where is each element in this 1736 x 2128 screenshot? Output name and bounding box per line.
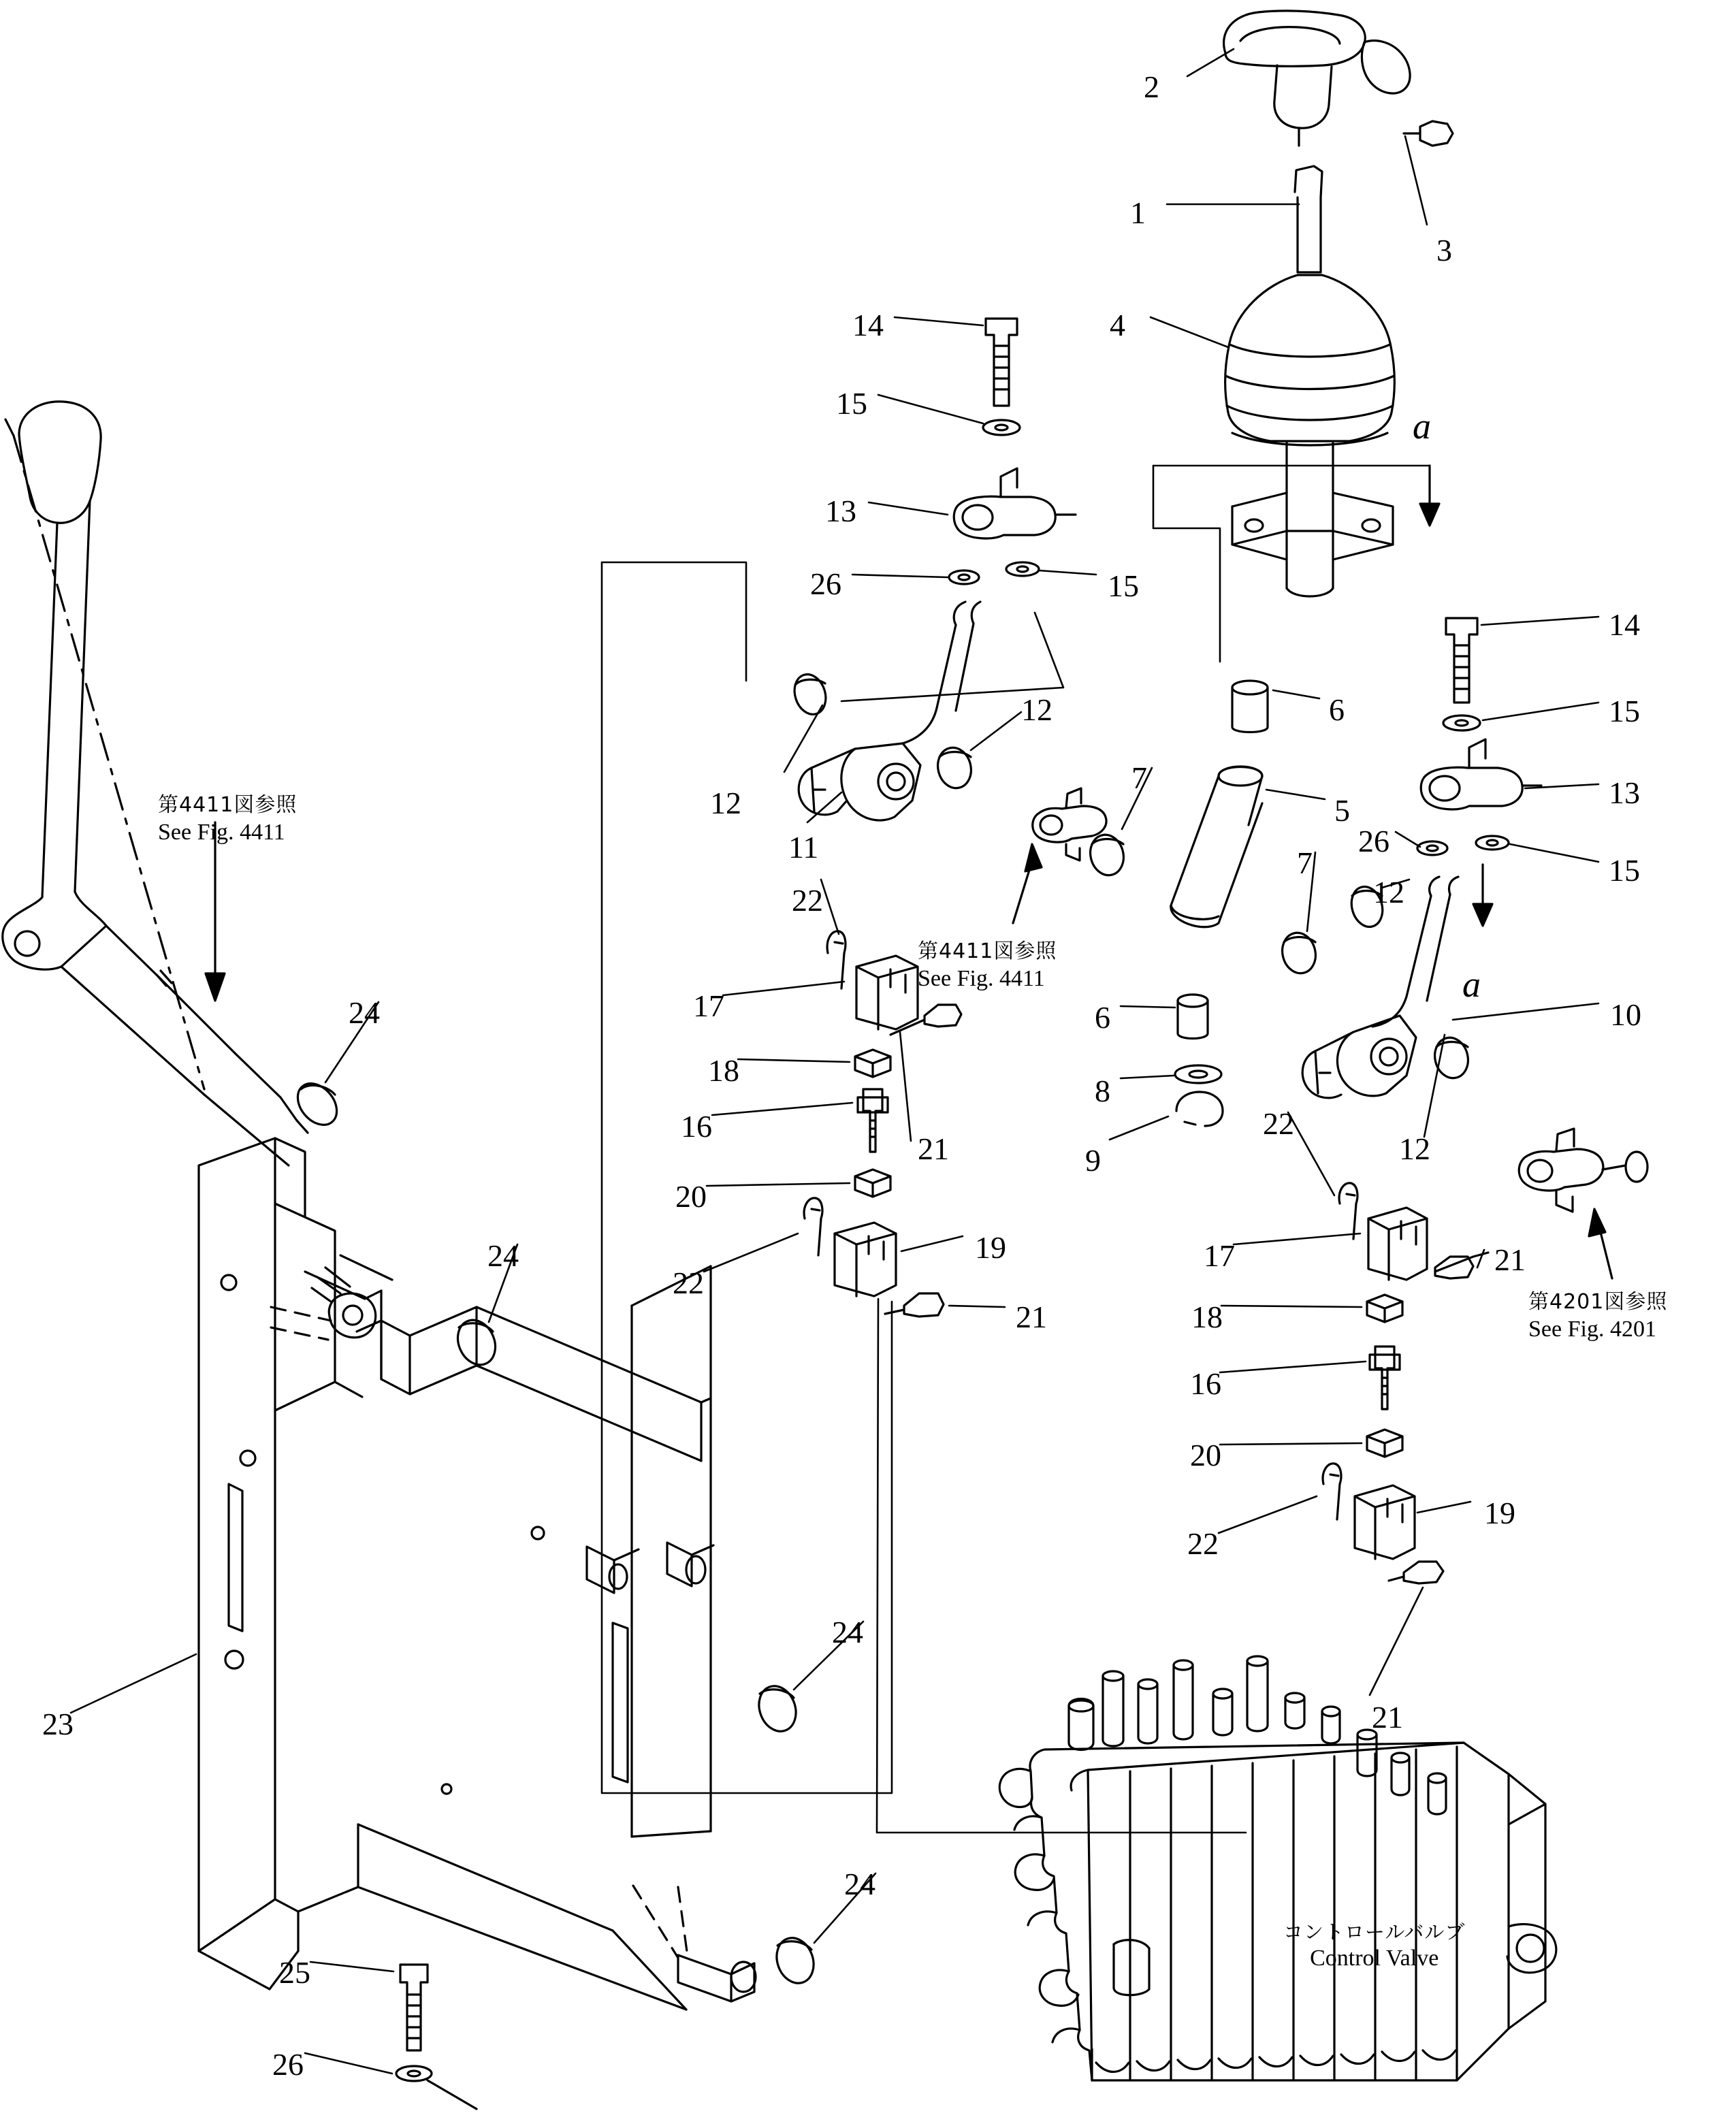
control-valve-assembly (999, 1656, 1556, 2080)
link-bracket-10 (1302, 877, 1472, 1098)
callout-16-b: 16 (1190, 1366, 1221, 1401)
rod-end-stack-upper-left (949, 319, 1076, 584)
callout-25: 25 (279, 1955, 310, 1990)
note-jp-text: 第4201図参照 (1528, 1290, 1668, 1314)
callout-19: 19 (975, 1230, 1006, 1265)
callout-12-d: 12 (1399, 1131, 1430, 1166)
callout-22-b: 22 (1263, 1106, 1294, 1141)
adjuster-stack-right (1323, 1183, 1488, 1583)
note-jp-text: 第4411図参照 (158, 793, 298, 817)
callout-10: 10 (1610, 997, 1641, 1032)
control-valve-label-jp: コントロールバルブ (1283, 1920, 1466, 1944)
callout-4: 4 (1110, 308, 1125, 342)
note-en-text: See Fig. 4201 (1528, 1316, 1656, 1342)
callout-21: 21 (918, 1131, 949, 1166)
callout-17: 17 (693, 988, 724, 1023)
section-letter-a-lower: a (1462, 964, 1481, 1005)
callout-24-c: 24 (832, 1615, 863, 1649)
note-see-fig-4411-left (158, 793, 297, 846)
callout-15-d: 15 (1609, 853, 1640, 888)
callout-6-b: 6 (1095, 1000, 1110, 1035)
callout-15-c: 15 (1609, 694, 1640, 728)
callout-14-b: 14 (1609, 607, 1640, 642)
callout-16: 16 (681, 1109, 712, 1144)
callout-18-b: 18 (1191, 1300, 1223, 1334)
callout-2: 2 (1144, 69, 1159, 104)
callout-7: 7 (1131, 760, 1147, 795)
callout-7-b: 7 (1297, 845, 1313, 880)
callout-8: 8 (1095, 1074, 1110, 1108)
note-en-text: See Fig. 4411 (918, 965, 1045, 991)
callout-12-b: 12 (710, 786, 741, 820)
center-sleeve-column (1086, 681, 1319, 1126)
callout-24: 24 (349, 995, 380, 1030)
note-see-fig-4201-right (1528, 1290, 1667, 1343)
section-letter-a-upper: a (1413, 406, 1431, 447)
note-jp-text: 第4411図参照 (918, 939, 1057, 963)
callout-15: 15 (836, 386, 867, 421)
callout-26: 26 (810, 566, 841, 601)
callout-21-c: 21 (1494, 1242, 1526, 1277)
callout-23: 23 (42, 1707, 74, 1741)
callout-24-b: 24 (487, 1238, 519, 1273)
joystick-handle-group (1224, 11, 1453, 596)
callout-22-c: 22 (673, 1265, 704, 1300)
callout-12-c: 12 (1373, 875, 1404, 909)
callout-26-c: 26 (272, 2047, 304, 2082)
callout-22: 22 (792, 883, 823, 918)
callout-19-b: 19 (1484, 1496, 1515, 1530)
callout-1: 1 (1130, 195, 1146, 230)
callout-18: 18 (708, 1053, 739, 1088)
secondary-lever-left (3, 402, 344, 1165)
callout-26-b: 26 (1358, 824, 1389, 858)
control-valve-label-en: Control Valve (1310, 1946, 1439, 1971)
callout-21-b: 21 (1016, 1300, 1047, 1334)
note-see-fig-4411-center (918, 939, 1057, 993)
callout-9: 9 (1085, 1143, 1101, 1178)
callout-11: 11 (788, 830, 819, 865)
callout-21-d: 21 (1372, 1700, 1403, 1735)
callout-17-b: 17 (1204, 1238, 1235, 1273)
callout-5: 5 (1334, 793, 1350, 828)
callout-22-d: 22 (1187, 1526, 1219, 1561)
callout-13-b: 13 (1609, 775, 1640, 810)
callout-15-b: 15 (1108, 568, 1139, 603)
callout-14: 14 (852, 308, 884, 342)
control-valve-label (1283, 1920, 1465, 1973)
callout-20-b: 20 (1190, 1438, 1221, 1472)
callout-3: 3 (1436, 233, 1452, 268)
small-rod-end-4201 (1519, 1129, 1647, 1212)
callout-6: 6 (1329, 692, 1345, 727)
note-en-text: See Fig. 4411 (158, 819, 285, 845)
callout-20: 20 (675, 1179, 707, 1214)
callout-24-d: 24 (844, 1867, 875, 1901)
small-rod-end-4411 (1033, 788, 1106, 860)
rod-end-stack-upper-right (1417, 618, 1541, 855)
callout-12: 12 (1021, 692, 1052, 727)
callout-13: 13 (825, 494, 856, 528)
